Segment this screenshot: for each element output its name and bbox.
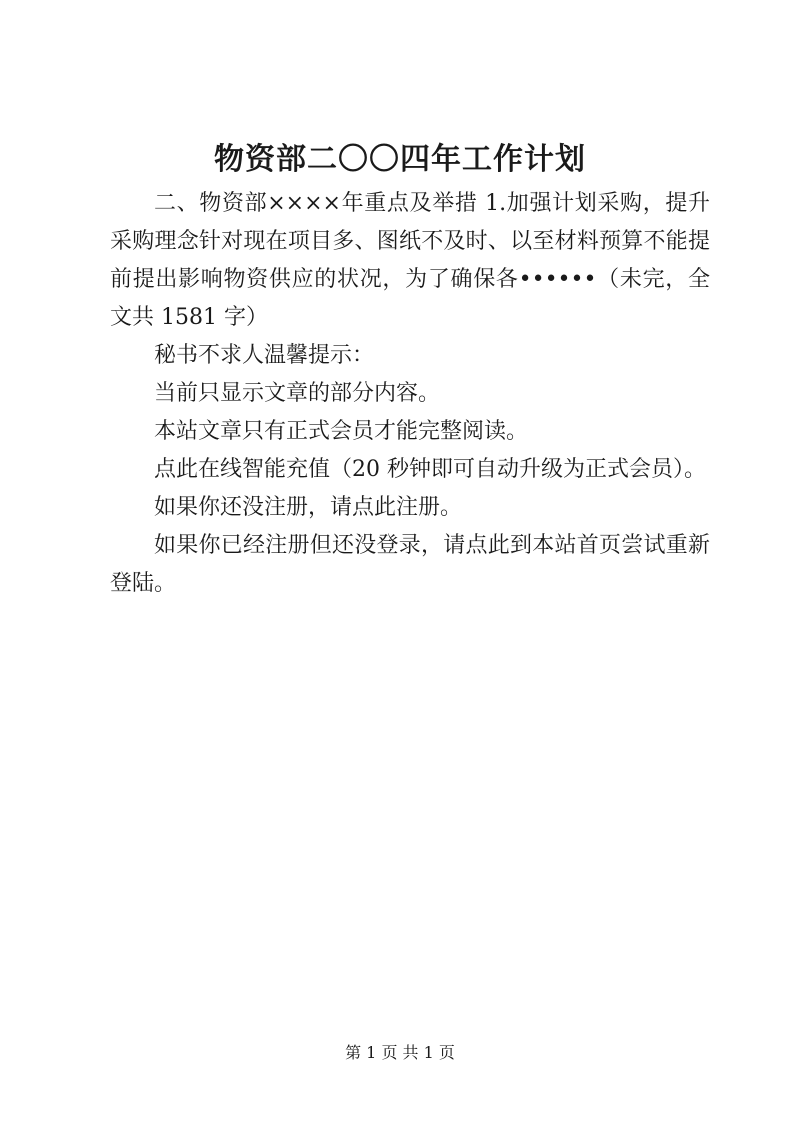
- paragraph-partial-notice: 当前只显示文章的部分内容。: [154, 381, 441, 406]
- document-title: 物资部二〇〇四年工作计划: [214, 142, 586, 177]
- page-footer: 第 1 页 共 1 页: [345, 1043, 455, 1062]
- paragraph-member-notice: 本站文章只有正式会员才能完整阅读。: [154, 419, 529, 444]
- login-link[interactable]: 如果你已经注册但还没登录，请点此到本站首页尝试重新登陆。: [110, 533, 710, 596]
- paragraph-summary: 二、物资部××××年重点及举措 1.加强计划采购，提升采购理念针对现在项目多、图纸不及时、以至材料预算不能提前提出影响物资供应的状况，为了确保各••••••（未完，全文共 1581 字）: [110, 191, 710, 330]
- document-body: [110, 185, 710, 603]
- paragraph-tip-heading: 秘书不求人温馨提示：: [154, 343, 375, 368]
- recharge-link[interactable]: 点此在线智能充值（20 秒钟即可自动升级为正式会员）。: [154, 457, 706, 482]
- register-link[interactable]: 如果你还没注册，请点此注册。: [154, 495, 463, 520]
